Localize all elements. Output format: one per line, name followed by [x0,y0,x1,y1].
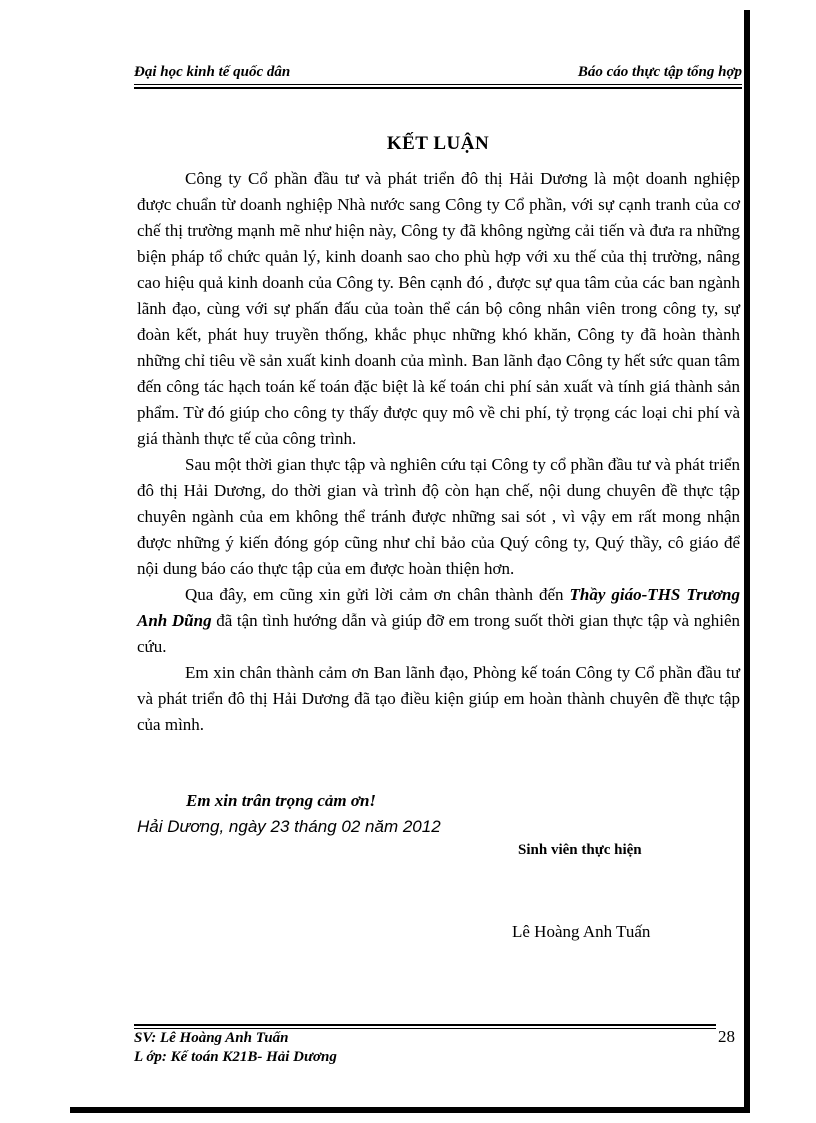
paragraph-4: Em xin chân thành cảm ơn Ban lãnh đạo, Phòng kế toán Công ty Cổ phần đầu tư và phát triển đô thị Hải Dương đã tạo điều kiện giúp em hoàn thành chuyên đề thực tập của mình. [137,663,740,734]
closing-date: Hải Dương, ngày 23 tháng 02 năm 2012 [137,817,441,836]
paragraph-3-tail: đã tận tình hướng dẫn và giúp đỡ em trong suốt thời gian thực tập và nghiên cứu. [137,611,740,656]
teacher-name: Thầy giáo-THS Trương Anh Dũng [137,585,740,630]
paragraph-2: Sau một thời gian thực tập và nghiên cứu tại Công ty cổ phần đầu tư và phát triển đô thị Hải Dương, do thời gian và trình độ còn hạn chế, nội dung chuyên đề thực tập chuyên ngành của em không thể tránh được những sai sót , vì vậy em rất mong nhận được những ý kiến đóng góp cũng như chỉ bảo của Quý công ty, Quý thầy, cô giáo để nội dung báo cáo thực tập của em được hoàn thiện hơn. [137,455,740,578]
page-number: 28 [718,1027,735,1046]
header-left-text: Đại học kinh tế quốc dân [134,64,291,80]
header-rule-thick [134,87,742,89]
page-shadow-bottom [70,1107,750,1113]
body-text [137,166,740,738]
page-header [134,64,742,86]
paragraph-3 [137,582,740,660]
page-shadow-right [744,10,750,1110]
page-title: KẾT LUẬN [386,133,490,154]
paragraph-3-lead: Qua đây, em cũng xin gửi lời cảm ơn chân thành đến [185,585,570,604]
header-rule-thin [134,84,742,85]
header-right-text: Báo cáo thực tập tổng hợp [577,64,742,80]
footer-class: L ớp: Kế toán K21B- Hải Dương [134,1049,337,1065]
signer-label: Sinh viên thực hiện [518,842,642,858]
footer-rule-thick [134,1024,716,1026]
signer-name: Lê Hoàng Anh Tuấn [512,922,651,941]
closing-thanks: Em xin trân trọng cảm ơn! [186,791,377,810]
footer-student: SV: Lê Hoàng Anh Tuấn [134,1030,289,1046]
footer-rule-thin [134,1028,716,1029]
paragraph-1: Công ty Cổ phần đầu tư và phát triển đô thị Hải Dương là một doanh nghiệp được chuẩn từ doanh nghiệp Nhà nước sang Công ty Cổ phần, với sự cạnh tranh của cơ chế thị trường mạnh mẽ như hiện này, Công ty đã không ngừng cải tiến và đưa ra những biện pháp tổ chức quản lý, kinh doanh sao cho phù hợp với xu thế của thị trường, nâng cao hiệu quả kinh doanh của Công ty. Bên cạnh đó , được sự qua tâm của các ban ngành lãnh đạo, cùng với sự phấn đấu của toàn thể cán bộ công nhân viên trong công ty, sự đoàn kết, phát huy truyền thống, khắc phục những khó khăn, Công ty đã hoàn thành những chỉ tiêu về sản xuất kinh doanh của mình. Ban lãnh đạo Công ty hết sức quan tâm đến công tác hạch toán kế toán đặc biệt là kế toán chi phí sản xuất và tính giá thành sản phẩm. Từ đó giúp cho công ty thấy được quy mô về chi phí, tỷ trọng các loại chi phí và giá thành thực tế của công trình. [137,169,740,448]
